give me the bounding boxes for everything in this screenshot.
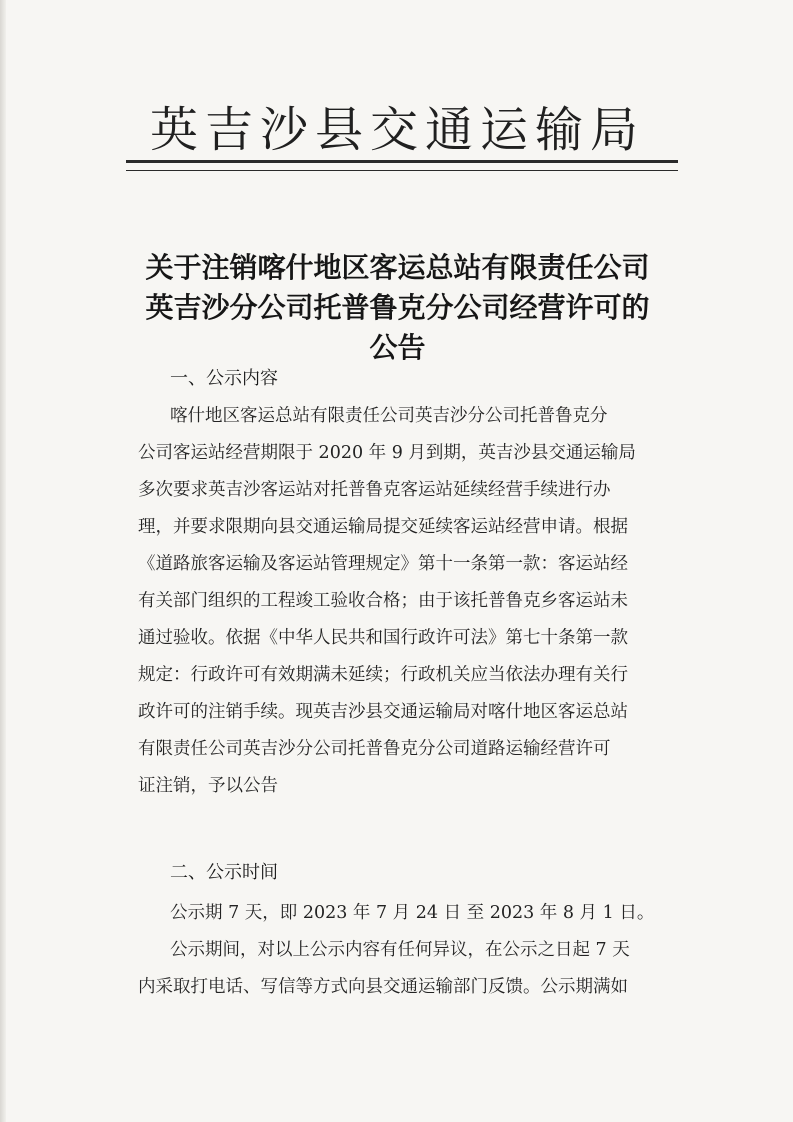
organization-header: 英吉沙县交通运输局 [150,102,646,158]
title-line: 公告 [369,331,426,364]
body-line: 政许可的注销手续。现英吉沙县交通运输局对喀什地区客运总站 [138,702,628,722]
title-line: 英吉沙分公司托普鲁克分公司经营许可的 [145,291,650,324]
scan-edge [0,0,6,1122]
body-line: 理，并要求限期向县交通运输局提交延续客运站经营申请。根据 [138,517,628,537]
body-line: 规定：行政许可有效期满未延续；行政机关应当依法办理有关行 [138,665,628,685]
section-heading-content: 一、公示内容 [170,368,278,389]
body-line: 有关部门组织的工程竣工验收合格；由于该托普鲁克乡客运站未 [138,591,628,611]
document-title [130,248,665,368]
title-line: 关于注销喀什地区客运总站有限责任公司 [145,251,650,284]
body-line: 内采取打电话、写信等方式向县交通运输部门反馈。公示期满如 [138,977,628,997]
body-line: 《道路旅客运输及客运站管理规定》第十一条第一款：客运站经 [138,554,628,574]
body-line: 公示期间，对以上公示内容有任何异议，在公示之日起 7 天 [170,940,630,960]
body-line: 喀什地区客运总站有限责任公司英吉沙分公司托普鲁克分 [170,406,608,426]
body-line: 证注销，予以公告 [138,776,278,796]
body-line: 通过验收。依据《中华人民共和国行政许可法》第七十条第一款 [138,628,628,648]
body-line: 多次要求英吉沙客运站对托普鲁克客运站延续经营手续进行办 [138,480,611,500]
body-line: 有限责任公司英吉沙分公司托普鲁克分公司道路运输经营许可 [138,739,611,759]
body-line: 公示期 7 天，即 2023 年 7 月 24 日 至 2023 年 8 月 1 日。 [170,903,655,923]
header-divider [126,160,678,171]
section-heading-time: 二、公示时间 [170,862,278,883]
body-line: 公司客运站经营期限于 2020 年 9 月到期，英吉沙县交通运输局 [138,443,636,463]
